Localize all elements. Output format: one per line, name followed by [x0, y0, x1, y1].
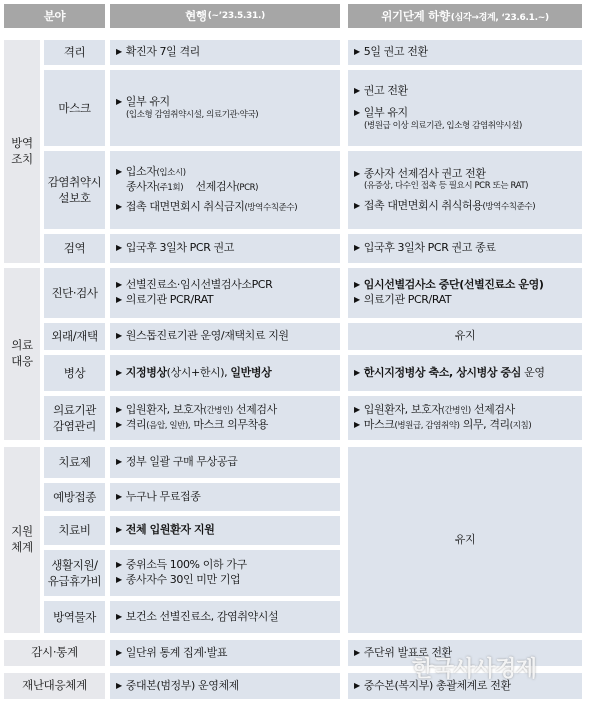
sub: (입소시): [156, 167, 186, 178]
note: (유증상, 다수인 접촉 등 필요시 PCR 또는 RAT): [364, 181, 529, 192]
text: 입국후 3일차 PCR 권고: [125, 241, 234, 255]
current-vaccination: [110, 483, 340, 511]
current-vulnerable: [110, 151, 340, 229]
category-vulnerable: 감염취약시 설보호: [44, 151, 105, 229]
group-medical: 의료 대응: [4, 268, 40, 440]
text: 일반병상: [230, 365, 272, 379]
current-infection-control: [110, 396, 340, 440]
current-isolation: [110, 40, 340, 65]
text: 마스크: [363, 418, 395, 431]
bullet-icon: ▶: [354, 405, 360, 415]
current-supplies: [110, 601, 340, 633]
text: 마스크 의무착용: [193, 418, 268, 431]
current-beds: [110, 355, 340, 391]
category-treatment: 치료제: [44, 447, 105, 478]
category-beds: 병상: [44, 355, 105, 391]
text: 종사자 선제검사 권고 전환: [363, 166, 486, 180]
sub: (방역수칙준수): [482, 201, 536, 212]
bullet-icon: ▶: [116, 405, 122, 415]
sub: (간병인): [203, 406, 233, 417]
new-beds: [348, 355, 582, 391]
bullet-icon: ▶: [116, 97, 122, 107]
bullet-icon: ▶: [116, 166, 122, 176]
header-current-date: (~’23.5.31.): [207, 11, 265, 21]
category-diagnosis: 진단·검사: [44, 268, 105, 318]
new-outpatient: [348, 323, 582, 350]
text: 종사자: [126, 179, 157, 193]
header-current: [110, 4, 340, 28]
current-living-support: [110, 550, 340, 596]
text: 일부 유지: [363, 106, 408, 120]
bullet-icon: ▶: [354, 108, 360, 118]
text: 선제검사: [473, 403, 515, 417]
current-treatment: [110, 447, 340, 478]
new-mask: [348, 70, 582, 146]
sub: (방역수칙준수): [244, 203, 298, 214]
text: 접촉 대면면회시 취식금지: [125, 200, 245, 214]
category-mask: 마스크: [44, 70, 105, 146]
bullet-icon: ▶: [116, 367, 122, 377]
text: 중수본(복지부) 총괄체계로 전환: [363, 678, 511, 692]
text: 원스톱진료기관 운영/재택치료 지원: [125, 329, 289, 343]
text: 보건소 선별진료소, 감염취약시설: [125, 609, 279, 623]
category-isolation: 격리: [44, 40, 105, 65]
bullet-icon: ▶: [354, 243, 360, 253]
bullet-icon: ▶: [354, 200, 360, 210]
bullet-icon: ▶: [116, 491, 122, 501]
header-area-label: 분야: [43, 9, 66, 23]
category-treatment-cost: 치료비: [44, 516, 105, 545]
bullet-icon: ▶: [354, 168, 360, 178]
sub: (지침): [509, 421, 532, 431]
text: 유지: [454, 532, 476, 546]
text: 중대본(범정부) 운영체제: [125, 678, 239, 692]
text: 운영: [524, 365, 545, 379]
new-vulnerable: [348, 151, 582, 229]
bullet-icon: ▶: [116, 280, 122, 290]
bullet-icon: ▶: [116, 611, 122, 621]
text: 정부 일괄 구매 무상공급: [125, 455, 238, 469]
current-diagnosis: [110, 268, 340, 318]
current-mask: [110, 70, 340, 146]
category-infection-control: 의료기관 감염관리: [44, 396, 105, 440]
text: 의료기관 PCR/RAT: [125, 293, 214, 306]
category-testing: 검역: [44, 234, 105, 263]
header-area: [4, 4, 105, 28]
text: 누구나 무료접종: [125, 489, 201, 503]
sub: (병원급, 감염취약): [394, 421, 460, 431]
current-statistics: [110, 640, 340, 666]
category-statistics: 감시·통계: [4, 640, 105, 666]
text: 입소자: [125, 164, 157, 178]
text: 접촉 대면면회시 취식허용: [363, 198, 483, 212]
text: 일단위 통계 집계·발표: [125, 645, 228, 659]
text: 확진자 7일 격리: [125, 45, 200, 59]
text: (상시+한시),: [166, 365, 228, 379]
new-testing: [348, 234, 582, 263]
bullet-icon: ▶: [354, 420, 360, 429]
header-new-label: 위기단계 하향: [381, 9, 450, 23]
new-isolation: [348, 40, 582, 65]
new-infection-control: [348, 396, 582, 440]
text: 임시선별검사소 중단(선별진료소 운영): [363, 278, 544, 292]
text: 전체 입원환자 지원: [125, 523, 215, 537]
text: 유지: [454, 329, 476, 343]
bullet-icon: ▶: [116, 47, 122, 57]
text: 격리: [125, 418, 147, 431]
current-testing: [110, 234, 340, 263]
category-disaster: 재난대응체계: [4, 673, 105, 699]
header-current-label: 현행: [185, 9, 207, 23]
current-treatment-cost: [110, 516, 340, 545]
note: (입소형 감염취약시설, 의료기관·약국): [126, 109, 259, 120]
note: (병원급 이상 의료기관, 입소형 감염취약시설): [364, 121, 522, 132]
bullet-icon: ▶: [116, 680, 122, 690]
text: 지정병상: [125, 365, 167, 379]
group-support: 지원 체계: [4, 447, 40, 633]
text: 입원환자, 보호자: [363, 403, 442, 417]
bullet-icon: ▶: [116, 202, 122, 212]
header-new-note: (심각→경계, ‘23.6.1.~): [450, 12, 549, 23]
text: 입국후 3일차 PCR 권고 종료: [363, 241, 496, 255]
sub: (주1회): [156, 182, 184, 193]
text: 주단위 발표로 전환: [363, 645, 452, 659]
group-quarantine: 방역 조치: [4, 40, 40, 263]
bullet-icon: ▶: [116, 243, 122, 253]
text: 입원환자, 보호자: [125, 403, 204, 417]
bullet-icon: ▶: [116, 647, 122, 657]
text: 권고 전환: [363, 83, 408, 97]
bullet-icon: ▶: [354, 367, 360, 377]
text: 5일 권고 전환: [363, 45, 428, 59]
current-disaster: [110, 673, 340, 699]
bullet-icon: ▶: [354, 295, 360, 304]
watermark: 한국사사경제: [412, 657, 537, 682]
category-vaccination: 예방접종: [44, 483, 105, 511]
category-outpatient: 외래/재택: [44, 323, 105, 350]
category-supplies: 방역물자: [44, 601, 105, 633]
sub: (음압, 일반),: [146, 421, 191, 431]
text: 선별진료소·임시선별검사소PCR: [125, 278, 273, 292]
bullet-icon: ▶: [116, 457, 122, 467]
bullet-icon: ▶: [116, 295, 122, 304]
bullet-icon: ▶: [354, 647, 360, 657]
text: 일부 유지: [125, 95, 170, 109]
new-support: [348, 447, 582, 633]
text: 중위소득 100% 이하 가구: [125, 558, 247, 572]
text: 의료기관 PCR/RAT: [363, 293, 452, 306]
bullet-icon: ▶: [354, 280, 360, 290]
text: 선제검사: [235, 403, 277, 417]
sub: (PCR): [236, 182, 259, 193]
current-outpatient: [110, 323, 340, 350]
bullet-icon: ▶: [116, 331, 122, 341]
bullet-icon: ▶: [354, 680, 360, 690]
text: 종사자수 30인 미만 기업: [125, 573, 241, 586]
text: 의무, 격리: [462, 418, 510, 431]
bullet-icon: ▶: [116, 420, 122, 429]
bullet-icon: ▶: [354, 47, 360, 57]
bullet-icon: ▶: [116, 525, 122, 535]
sub: (간병인): [441, 406, 471, 417]
bullet-icon: ▶: [354, 85, 360, 95]
text: 선제검사: [195, 179, 237, 193]
new-diagnosis: [348, 268, 582, 318]
header-new: [348, 4, 582, 28]
bullet-icon: ▶: [116, 575, 122, 584]
text: 한시지정병상 축소, 상시병상 중심: [363, 365, 521, 379]
bullet-icon: ▶: [116, 560, 122, 570]
category-living-support: 생활지원/ 유급휴가비: [44, 550, 105, 596]
